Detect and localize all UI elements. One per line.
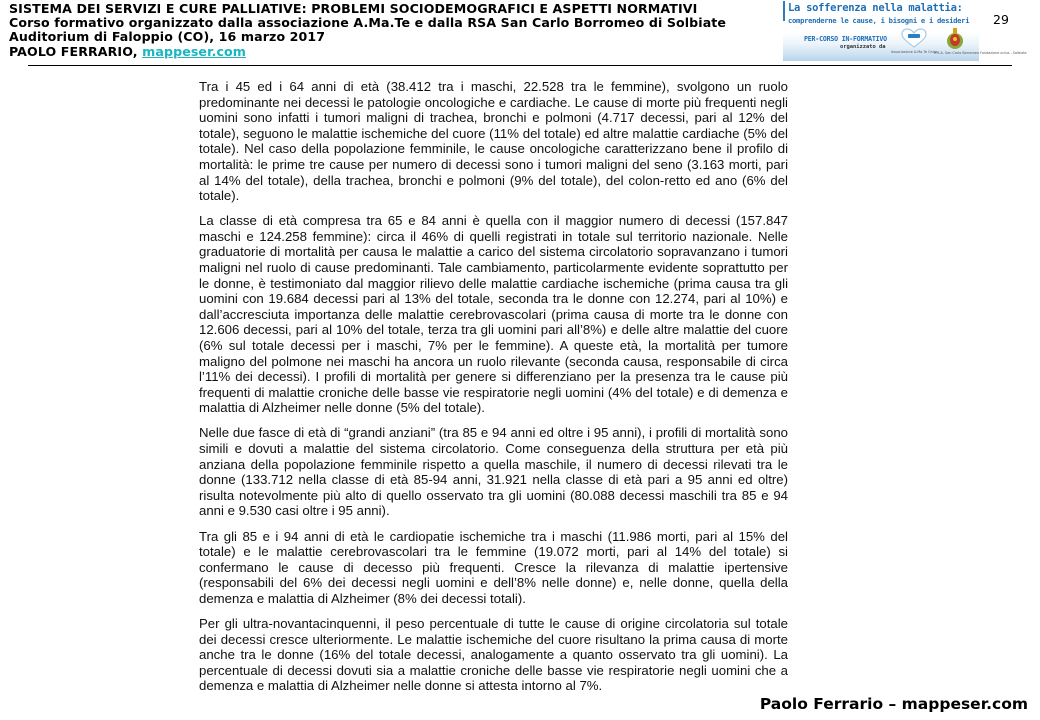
header-course-line: Corso formativo organizzato dalla associazione A.Ma.Te e dalla RSA San Carlo Borromeo di Solbiate [9, 15, 727, 31]
paragraph: La classe di età compresa tra 65 e 84 anni è quella con il maggior numero di decessi (157.847 maschi e 124.258 femmine): circa il 46% di quelli registrati in totale sul territorio nazionale. Nelle graduatorie di mortalità per causa le malattie a carico del sistema circolatorio sopravanzano i tumori maligni nel ruolo di cause predominanti. Tale cambiamento, particolarmente evidente soprattutto per le donne, è testimoniato dal maggior rilievo delle malattie cardiache ischemiche (prima causa tra gli uomini con 19.684 decessi pari al 13% del totale, seconda tra le donne con 12.274, pari al 10%) e dall’accresciuta importanza delle malattie cerebrovascolari (prima causa di morte tra le donne con 12.606 decessi, pari al 10% del totale, terza tra gli uomini pari all’8%) e delle altre malattie del cuore (6% sul totale decessi per i maschi, 7% per le femmine). A queste età, la mortalità per tumore maligno del polmone nei maschi ha ancora un ruolo rilevante (seconda causa, responsabile di circa l’11% dei decessi). I profili di mortalità per genere si differenziano per la presenza tra le cause più frequenti di malattie croniche delle basse vie respiratorie negli uomini (4% del totale) e di demenza e malattia di Alzheimer nelle donne (5% del totale). [199, 213, 788, 416]
banner-organized-by: organizzato da [840, 44, 886, 50]
footer-credit: Paolo Ferrario – mappeser.com [759, 695, 1028, 713]
paragraph: Per gli ultra-novantacinquenni, il peso percentuale di tutte le cause di origine circolatoria sul totale dei decessi cresce ulteriormente. Le malattie ischemiche del cuore risultano la prima causa di morte anche tra le donne (16% del totale decessi, analogamente a quanto osservato tra gli uomini). La percentuale di decessi dovuti sia a malattie croniche delle basse vie respiratorie negli uomini che a demenza e malattia di Alzheimer nelle donne si attesta intorno al 7%. [199, 616, 788, 694]
banner-subtitle: comprenderne le cause, i bisogni e i desideri [788, 16, 970, 25]
document-header [9, 2, 726, 59]
page-number: 29 [993, 12, 1009, 27]
banner-edge [783, 1, 785, 21]
banner-logo2-caption: R.S.A. San Carlo Borromeo Fondazione onlus - Solbiate [934, 51, 1027, 55]
banner-logo1-caption: Associazione A.Ma.Te Onlus [891, 50, 938, 54]
header-divider [28, 65, 1012, 66]
paragraph: Tra i 45 ed i 64 anni di età (38.412 tra i maschi, 22.528 tra le femmine), svolgono un ruolo predominante nei decessi le patologie oncologiche e cardiache. Le cause di morte più frequenti negli uomini sono infatti i tumori maligni di trachea, bronchi e polmoni (4.717 decessi, pari al 12% del totale), seguono le malattie ischemiche del cuore (11% del totale) ed altre malattie cardiache (5% del totale). Nel caso della popolazione femminile, le cause oncologiche caratterizzano bene il profilo di mortalità: le prime tre cause per numero di decessi sono i tumori maligni del seno (3.163 morti, pari al 14% del totale), della trachea, bronchi e polmoni (9% del totale), del colon-retto ed ano (6% del totale). [199, 79, 788, 204]
paragraph: Tra gli 85 e i 94 anni di età le cardiopatie ischemiche tra i maschi (11.986 morti, pari al 15% del totale) e le malattie cerebrovascolari tra le femmine (19.072 morti, pari al 14% del totale) si confermano le cause di decesso più frequenti. Cresce la rilevanza di malattie ipertensive (responsabili del 6% dei decessi negli uomini e dell’8% nelle donne) e, nelle donne, quella della demenza e malattia di Alzheimer (8% dei decessi totali). [199, 528, 788, 606]
header-author-line [9, 45, 726, 59]
amate-heart-logo-icon [901, 28, 927, 48]
mappeser-link[interactable]: mappeser.com [142, 43, 247, 59]
header-author: PAOLO FERRARIO, [9, 43, 138, 59]
paragraph: Nelle due fasce di età di “grandi anziani” (tra 85 e 94 anni ed oltre i 95 anni), i profili di mortalità sono simili e dovuti a malattie del sistema circolatorio. Come conseguenza della struttura per età più anziana della popolazione femminile rispetto a quella maschile, il numero di decessi rilevati tra le donne (133.712 nella classe di età 85-94 anni, 31.921 nella classe di età pari a 95 anni ed oltre) risulta notevolmente più alto di quello osservato tra gli uomini (80.088 decessi maschili tra 85 e 94 anni e 9.530 casi oltre i 95 anni). [199, 425, 788, 519]
document-body [199, 79, 788, 703]
borromeo-crest-icon [945, 26, 965, 50]
banner-title: La sofferenza nella malattia: [788, 2, 963, 14]
header-venue-line: Auditorium di Faloppio (CO), 16 marzo 2017 [9, 29, 326, 45]
banner-course-label: PER-CORSO IN-FORMATIVO [804, 35, 887, 43]
header-title: SISTEMA DEI SERVIZI E CURE PALLIATIVE: PROBLEMI SOCIODEMOGRAFICI E ASPETTI NORMATIVI [9, 1, 698, 16]
